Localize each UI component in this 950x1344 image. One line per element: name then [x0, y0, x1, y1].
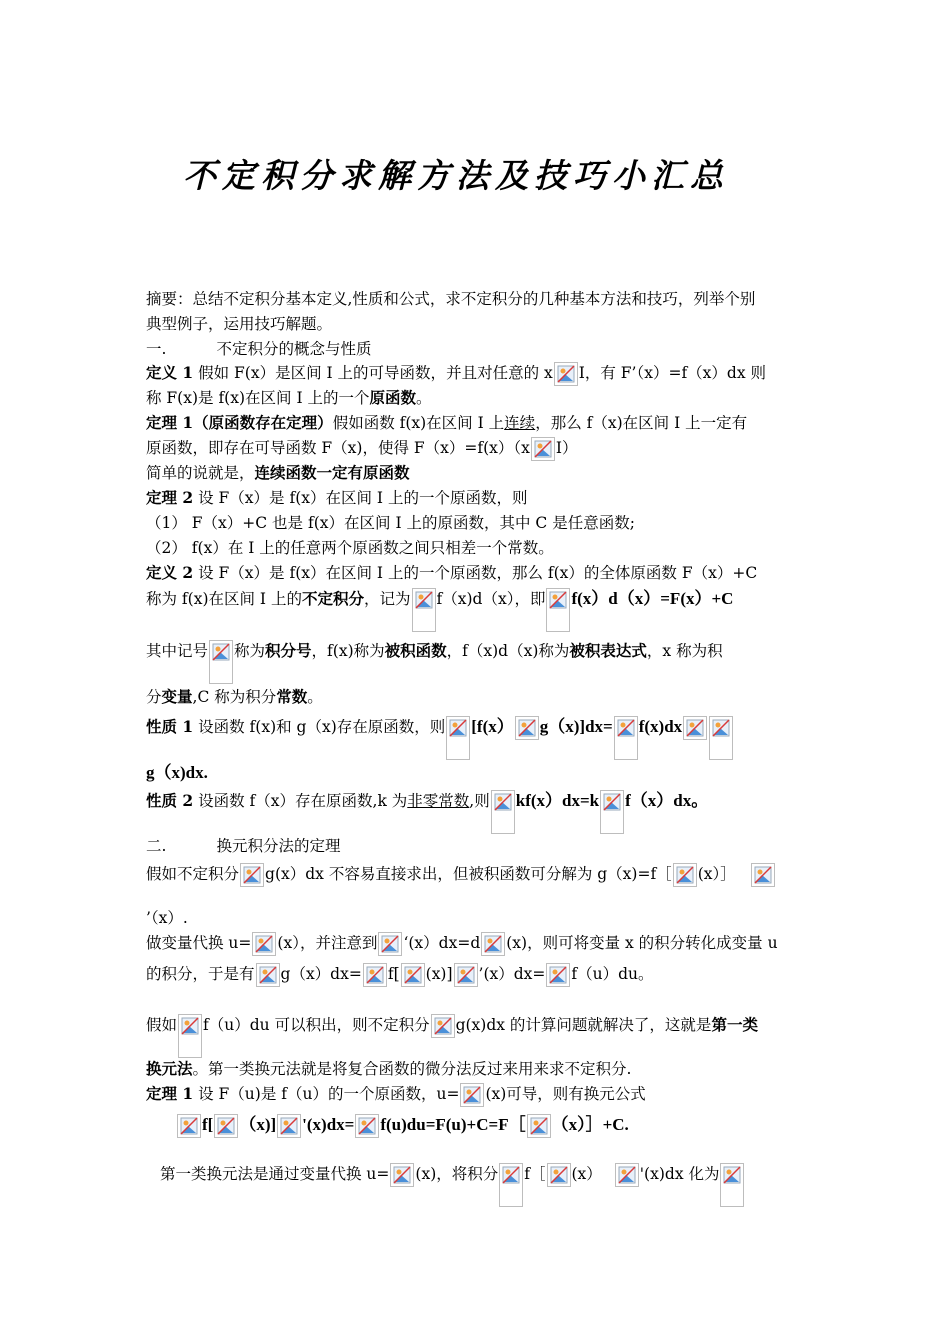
text: f[ — [387, 965, 400, 983]
text: 称 F(x)是 f(x)在区间 I 上的一个 — [146, 389, 370, 407]
text: (x） — [571, 1165, 602, 1183]
underlined-text: 连续 — [504, 414, 536, 432]
broken-image-icon — [214, 1114, 238, 1138]
text: 做变量代换 u= — [146, 934, 252, 952]
abstract-line-1: 摘要：总结不定积分基本定义,性质和公式，求不定积分的几种基本方法和技巧，列举个别 — [146, 290, 756, 308]
term: 被积表达式 — [569, 641, 647, 660]
broken-image-icon — [431, 1014, 455, 1038]
definition-label: 定义 2 — [146, 563, 194, 582]
substitution-line-1 — [146, 863, 776, 887]
list-item: （1） F（x）+C 也是 f(x）在区间 I 上的原函数，其中 C 是任意函数; — [146, 514, 635, 532]
text: g(x)dx 的计算问题就解决了，这就是 — [455, 1016, 712, 1034]
term: 不定积分 — [301, 589, 364, 608]
property-label: 性质 2 — [146, 791, 194, 810]
property-2-line — [146, 790, 708, 834]
broken-image-icon — [683, 716, 707, 740]
theorem-label: 定理 2 — [146, 488, 194, 507]
broken-image-icon — [412, 588, 436, 632]
property-1-line-2 — [146, 762, 208, 784]
text: 假如不定积分 — [146, 865, 240, 883]
text: (x），并注意到 — [277, 934, 378, 952]
broken-image-icon — [615, 1163, 639, 1187]
term: 连续函数一定有原函数 — [254, 463, 410, 482]
text: f［ — [524, 1165, 546, 1183]
definition-1-line-1 — [146, 362, 766, 386]
text: ,则 — [469, 792, 490, 810]
text: 原函数，即存在可导函数 F（x)，使得 F（x）=f(x）（x — [146, 439, 530, 457]
section-title: 不定积分的概念与性质 — [216, 340, 372, 358]
substitution-line-2: ’（x）. — [146, 909, 188, 927]
broken-image-icon — [240, 863, 264, 887]
text: I） — [555, 439, 578, 457]
text: 的积分，于是有 — [146, 965, 255, 983]
broken-image-icon — [178, 1014, 202, 1058]
definition-2-line-2 — [146, 588, 733, 632]
substitution-formula — [176, 1114, 629, 1138]
property-label: 性质 1 — [146, 717, 194, 736]
term: 原函数 — [369, 388, 417, 407]
variable-substitution-line-1 — [146, 932, 778, 956]
theorem-label: 定理 1（原函数存在定理） — [146, 413, 333, 432]
broken-image-icon — [546, 588, 570, 632]
definition-2-line-1 — [146, 562, 757, 584]
term: 被积函数 — [384, 641, 447, 660]
text: 假如函数 f(x)在区间 I 上 — [332, 414, 505, 432]
text: 设函数 f(x)和 g（x)存在原函数，则 — [193, 718, 446, 736]
broken-image-icon — [481, 932, 505, 956]
broken-image-icon — [252, 932, 276, 956]
simple-statement — [146, 462, 410, 484]
text: 简单的说就是， — [146, 464, 255, 482]
text: ，x 称为积 — [646, 642, 723, 660]
list-item: （2） f(x）在 I 上的任意两个原函数之间只相差一个常数。 — [146, 539, 554, 557]
document-title: 不定积分求解方法及技巧小汇总 — [183, 156, 729, 195]
section-1-heading — [146, 338, 371, 360]
text: 。 — [416, 389, 432, 407]
text: (x)，则可将变量 x 的积分转化成变量 u — [506, 934, 778, 952]
broken-image-icon — [547, 1163, 571, 1187]
formula: [f(x） — [471, 717, 514, 736]
text: ‘(x）dx=d — [403, 934, 481, 952]
text: (x）］ — [697, 865, 736, 883]
broken-image-icon — [355, 1114, 379, 1138]
broken-image-icon — [390, 1163, 414, 1187]
broken-image-icon — [600, 790, 624, 834]
broken-image-icon — [709, 716, 733, 760]
formula: （x）］+C. — [551, 1115, 629, 1134]
first-method-line — [146, 1058, 631, 1080]
formula: f(u)du=F(u)+C=F［ — [380, 1115, 526, 1134]
broken-image-icon — [499, 1163, 523, 1207]
broken-image-icon — [378, 932, 402, 956]
broken-image-icon — [614, 716, 638, 760]
variable-substitution-line-2 — [146, 963, 654, 987]
text: '(x)dx 化为 — [639, 1165, 720, 1183]
text: 设 F（x）是 f(x）在区间 I 上的一个原函数，那么 f(x）的全体原函数 F（x）+C — [193, 564, 758, 582]
broken-image-icon — [673, 863, 697, 887]
notation-line — [146, 640, 723, 684]
text: ,C 称为积分 — [192, 688, 277, 706]
theorem-label: 定理 1 — [146, 1084, 194, 1103]
broken-image-icon — [401, 963, 425, 987]
broken-image-icon — [554, 362, 578, 386]
text: I，有 F’（x）=f（x）dx 则 — [578, 364, 767, 382]
broken-image-icon — [177, 1114, 201, 1138]
broken-image-icon — [720, 1163, 744, 1207]
text: 设 F（x）是 f(x）在区间 I 上的一个原函数，则 — [193, 489, 528, 507]
broken-image-icon — [454, 963, 478, 987]
text: (x)可导，则有换元公式 — [485, 1085, 646, 1103]
text: (x)，将积分 — [415, 1165, 499, 1183]
section-number: 一. — [146, 340, 167, 358]
formula: f（x）dx。 — [625, 791, 709, 810]
broken-image-icon — [446, 716, 470, 760]
formula: '(x)dx= — [302, 1115, 355, 1134]
text: ，记为 — [364, 590, 411, 608]
term: 积分号 — [265, 641, 312, 660]
section-title: 换元积分法的定理 — [216, 837, 341, 855]
definition-1-line-2 — [146, 387, 432, 409]
definition-label: 定义 1 — [146, 363, 194, 382]
text: ’(x）dx= — [478, 965, 546, 983]
formula: kf(x）dx=k — [515, 791, 600, 810]
section-2-heading — [146, 835, 340, 857]
broken-image-icon — [363, 963, 387, 987]
broken-image-icon — [256, 963, 280, 987]
text: 假如 — [146, 1016, 178, 1034]
theorem-1-line-2 — [146, 437, 578, 461]
term: 换元法 — [146, 1059, 193, 1078]
broken-image-icon — [751, 863, 775, 887]
term: 变量 — [161, 687, 193, 706]
broken-image-icon — [491, 790, 515, 834]
text: (x)] — [425, 965, 453, 983]
text: g(x）dx 不容易直接求出，但被积函数可分解为 g（x)=f［ — [265, 865, 672, 883]
broken-image-icon — [277, 1114, 301, 1138]
if-integrable-line — [146, 1014, 758, 1058]
broken-image-icon — [527, 1114, 551, 1138]
term: 第一类 — [711, 1015, 758, 1034]
text: 。第一类换元法就是将复合函数的微分法反过来用来求不定积分. — [192, 1060, 632, 1078]
formula: f[ — [202, 1115, 214, 1134]
text: 称为 f(x)在区间 I 上的 — [146, 590, 302, 608]
text: ，f（x)d（x)称为 — [446, 642, 570, 660]
text: 设 F（u)是 f（u）的一个原函数，u= — [193, 1085, 460, 1103]
text: 第一类换元法是通过变量代换 u= — [160, 1165, 390, 1183]
formula: f(x）d（x）=F(x）+C — [571, 589, 734, 608]
text: 设函数 f（x）存在原函数,k 为 — [193, 792, 408, 810]
notation-line-2 — [146, 686, 323, 708]
substitution-theorem-line — [146, 1083, 646, 1107]
broken-image-icon — [460, 1083, 484, 1107]
formula: g（x)]dx= — [539, 717, 613, 736]
formula: g（x)dx. — [146, 763, 208, 782]
text: 分 — [146, 688, 162, 706]
theorem-2-line — [146, 487, 527, 509]
text: ，f(x)称为 — [311, 642, 385, 660]
text: 假如 F(x）是区间 I 上的可导函数，并且对任意的 x — [193, 364, 553, 382]
text: 。 — [307, 688, 323, 706]
text: g（x）dx= — [280, 965, 362, 983]
formula: （x)] — [239, 1115, 277, 1134]
broken-image-icon — [515, 716, 539, 740]
property-1-line-1 — [146, 716, 734, 760]
text: f（u）du。 — [571, 965, 654, 983]
text: f（x)d（x），即 — [436, 590, 546, 608]
text: ，那么 f（x)在区间 I 上一定有 — [535, 414, 748, 432]
term: 常数 — [276, 687, 308, 706]
broken-image-icon — [531, 437, 555, 461]
abstract-line-2: 典型例子，运用技巧解题。 — [146, 315, 333, 333]
text: f（u）du 可以积出，则不定积分 — [203, 1016, 430, 1034]
section-number: 二. — [146, 837, 167, 855]
broken-image-icon — [546, 963, 570, 987]
theorem-1-line-1 — [146, 412, 747, 434]
text: 其中记号 — [146, 642, 209, 660]
text: 称为 — [234, 642, 266, 660]
formula: f(x)dx — [638, 717, 683, 736]
integral-sign-image-icon — [209, 640, 233, 684]
first-method-description — [160, 1163, 745, 1207]
underlined-text: 非零常数 — [407, 792, 470, 810]
